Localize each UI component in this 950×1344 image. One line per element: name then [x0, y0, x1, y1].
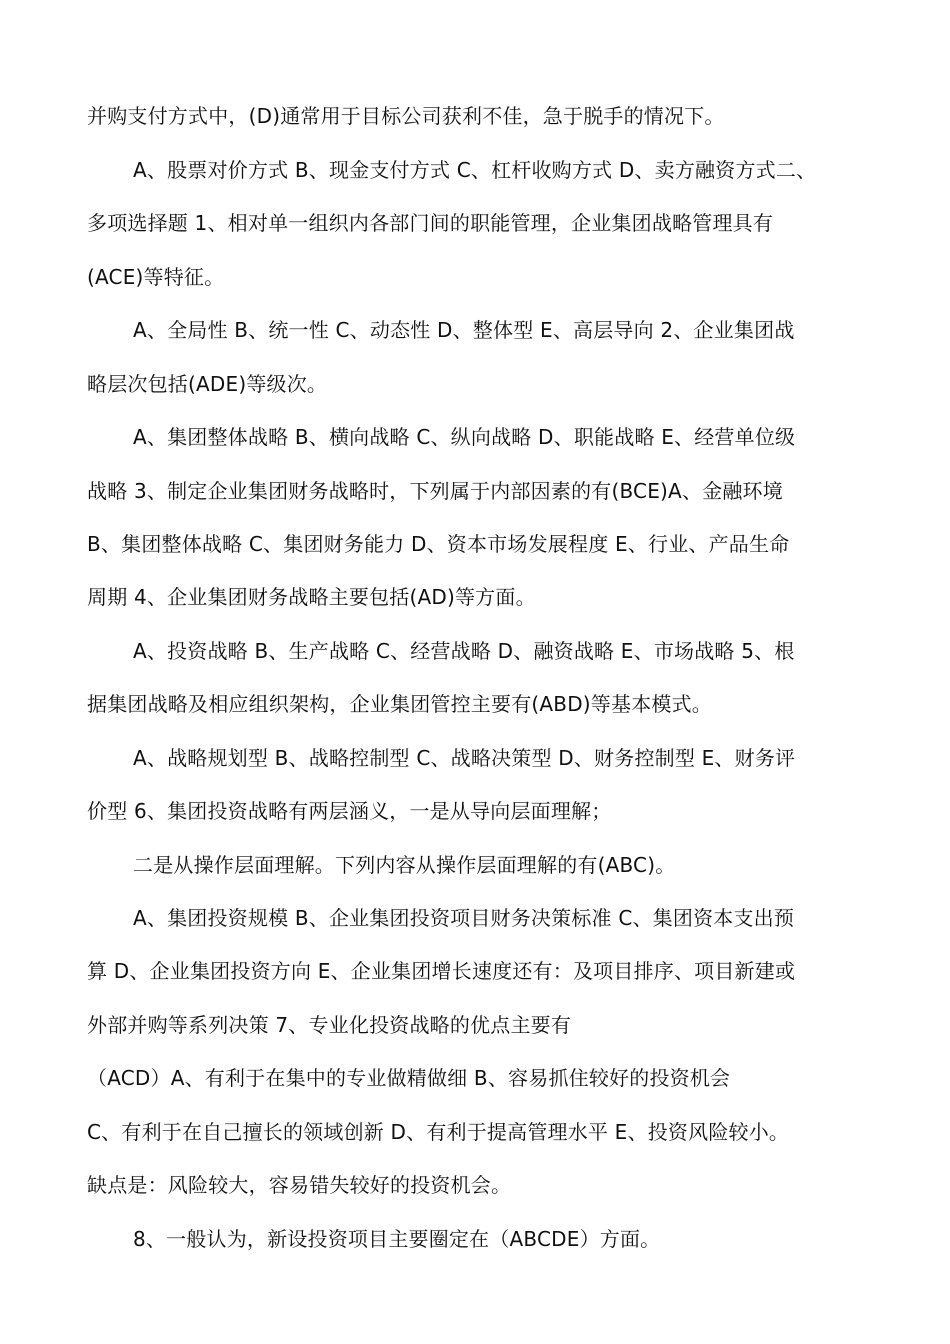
text-line: （ACD）A、有利于在集中的专业做精做细 B、容易抓住较好的投资机会: [87, 1066, 731, 1090]
text-line: 多项选择题 1、相对单一组织内各部门间的职能管理，企业集团战略管理具有: [87, 211, 774, 235]
text-line: 并购支付方式中，(D)通常用于目标公司获利不佳，急于脱手的情况下。: [87, 104, 725, 128]
text-line: 据集团战略及相应组织架构，企业集团管控主要有(ABD)等基本模式。: [87, 692, 713, 716]
text-line: B、集团整体战略 C、集团财务能力 D、资本市场发展程度 E、行业、产品生命: [87, 532, 790, 556]
text-line: 二是从操作层面理解。下列内容从操作层面理解的有(ABC)。: [133, 853, 676, 877]
text-line: A、战略规划型 B、战略控制型 C、战略决策型 D、财务控制型 E、财务评: [133, 746, 796, 770]
text-line: 周期 4、企业集团财务战略主要包括(AD)等方面。: [87, 585, 536, 609]
text-line: 算 D、企业集团投资方向 E、企业集团增长速度还有：及项目排序、项目新建或: [87, 959, 796, 983]
text-line: 外部并购等系列决策 7、专业化投资战略的优点主要有: [87, 1013, 572, 1037]
text-line: 8、一般认为，新设投资项目主要圈定在（ABCDE）方面。: [133, 1227, 661, 1251]
text-line: A、全局性 B、统一性 C、动态性 D、整体型 E、高层导向 2、企业集团战: [133, 318, 795, 342]
text-line: 缺点是：风险较大，容易错失较好的投资机会。: [87, 1173, 512, 1197]
text-line: A、集团整体战略 B、横向战略 C、纵向战略 D、职能战略 E、经营单位级: [133, 425, 796, 449]
text-line: (ACE)等特征。: [87, 265, 225, 289]
text-line: C、有利于在自己擅长的领域创新 D、有利于提高管理水平 E、投资风险较小。: [87, 1120, 790, 1144]
text-line: 略层次包括(ADE)等级次。: [87, 372, 328, 396]
text-line: 战略 3、制定企业集团财务战略时，下列属于内部因素的有(BCE)A、金融环境: [87, 479, 783, 503]
text-line: A、投资战略 B、生产战略 C、经营战略 D、融资战略 E、市场战略 5、根: [133, 639, 795, 663]
text-line: A、股票对价方式 B、现金支付方式 C、杠杆收购方式 D、卖方融资方式二、: [133, 158, 817, 182]
text-line: A、集团投资规模 B、企业集团投资项目财务决策标准 C、集团资本支出预: [133, 906, 795, 930]
text-line: 价型 6、集团投资战略有两层涵义，一是从导向层面理解；: [87, 799, 612, 823]
